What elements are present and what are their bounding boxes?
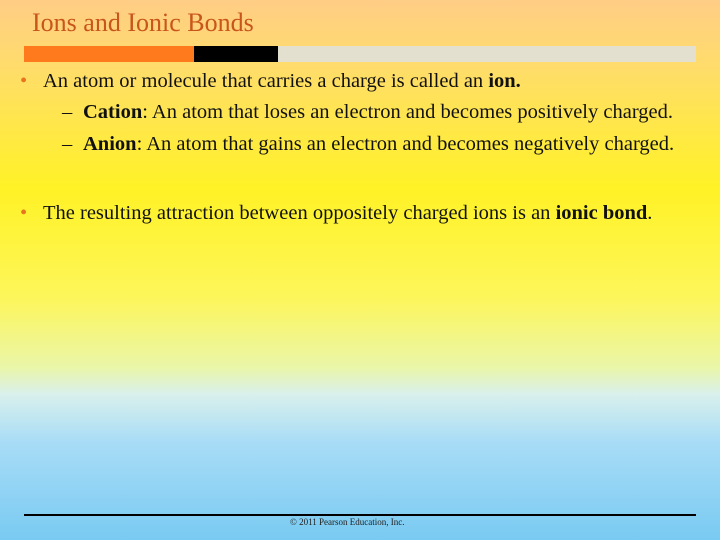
dash-icon: – [62, 133, 73, 155]
bullet-text-end: . [647, 202, 653, 224]
slide-title: Ions and Ionic Bonds [32, 8, 254, 37]
title-bar-orange-segment [24, 46, 194, 62]
bullet-icon: • [20, 70, 28, 92]
sub-bullet-text-cation: : An atom that loses an electron and becomes positively charged. [142, 101, 674, 123]
sub-bullet-anion [62, 128, 700, 160]
bullet-text: An atom or molecule that carries a charge is called an [43, 70, 489, 92]
dash-icon: – [62, 101, 73, 123]
bullet-ion-definition [20, 66, 700, 96]
sub-bullet-text-anion: : An atom that gains an electron and becomes negatively charged. [136, 133, 675, 155]
bullet-text: The resulting attraction between oppositely charged ions is an [43, 202, 556, 224]
sub-bullet-term-anion: Anion [83, 133, 137, 155]
title-bar-black-segment [194, 46, 278, 62]
slide-body [20, 66, 700, 228]
bullet-spacer [20, 160, 700, 198]
sub-bullet-cation [62, 96, 700, 128]
bullet-term-ion: ion. [488, 70, 521, 92]
title-bar-gray-segment [278, 46, 696, 62]
footer-copyright: © 2011 Pearson Education, Inc. [290, 517, 405, 527]
footer-divider [24, 514, 696, 516]
sub-bullet-term-cation: Cation [83, 101, 143, 123]
bullet-icon: • [20, 202, 28, 224]
bullet-term-ionic-bond: ionic bond [555, 202, 648, 224]
bullet-ionic-bond [20, 198, 700, 228]
